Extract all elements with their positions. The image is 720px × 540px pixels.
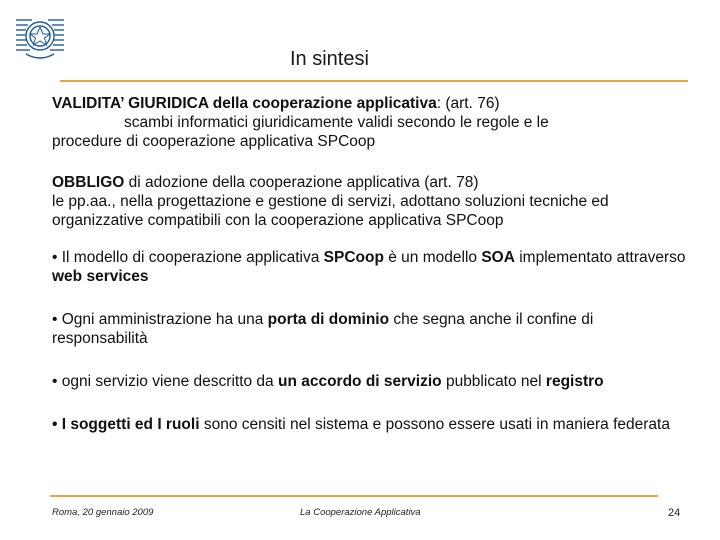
soggetti-bold: • I soggetti ed I ruoli [52,416,200,433]
top-divider [60,80,688,82]
soggetti-text: sono censiti nel sistema e possono essere usati in maniera federata [199,416,670,433]
obbligo-heading [52,173,692,192]
validita-line3: procedure di cooperazione applicativa SPCoop [52,133,376,150]
validita-heading-bold: VALIDITA’ GIURIDICA della cooperazione applicativa [52,95,437,112]
amministrazione-block [52,310,692,348]
footer-date: Roma, 20 gennaio 2009 [52,507,154,518]
footer-title: La Cooperazione Applicativa [300,507,421,518]
emblem-icon [14,10,66,62]
validita-line2: scambi informatici giuridicamente validi secondo le regole e le [124,114,549,131]
modello-text-1: • Il modello di cooperazione applicativa [52,249,324,266]
modello-soa: SOA [481,249,515,266]
validita-block [52,94,692,151]
amministrazione-text-1: • Ogni amministrazione ha una [52,311,268,328]
obbligo-text: le pp.aa., nella progettazione e gestione di servizi, adottano soluzioni tecniche ed organizzative compatibili con la cooperazione applicativa SPCoop [52,193,609,229]
servizio-text-2: pubblicato nel [441,373,546,390]
amministrazione-porta: porta di dominio [267,311,390,328]
servizio-registro: registro [545,373,604,390]
modello-web-services: web services [52,268,149,285]
obbligo-heading-bold: OBBLIGO [52,174,125,191]
bottom-divider [50,495,658,497]
amministrazione-text-2: che segna anche il confine di responsabilità [52,311,594,347]
obbligo-heading-rest: di adozione della cooperazione applicativa (art. 78) [124,174,479,191]
slide-body [52,94,692,434]
modello-block [52,248,692,286]
servizio-block [52,372,692,391]
page-number: 24 [668,507,681,519]
validita-heading-rest: : (art. 76) [436,95,500,112]
page-title: In sintesi [290,48,369,70]
modello-spcoop: SPCoop [323,249,384,266]
obbligo-block [52,173,692,230]
validita-heading [52,94,692,113]
servizio-accordo: un accordo di servizio [277,373,442,390]
soggetti-block [52,415,692,434]
modello-text-3: implementato attraverso [514,249,686,266]
servizio-text-1: • ogni servizio viene descritto da [52,373,278,390]
modello-text-2: è un modello [383,249,482,266]
